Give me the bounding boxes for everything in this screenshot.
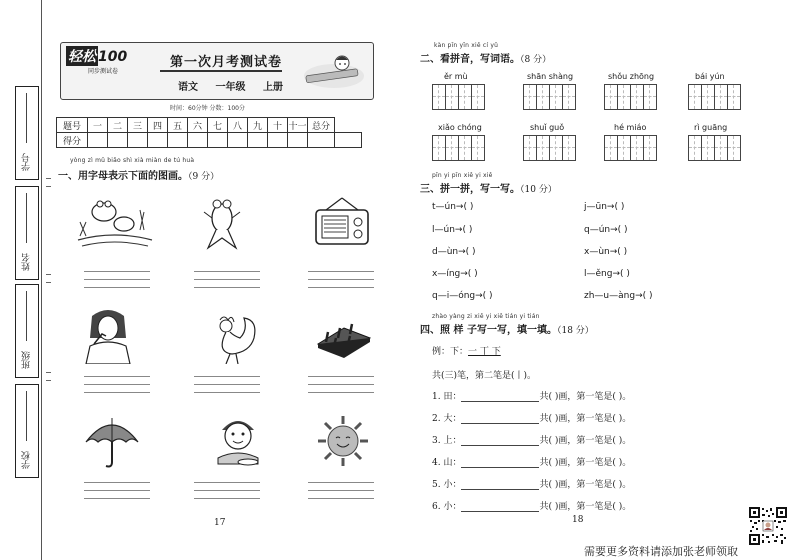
spell-item[interactable]: q—ún→( ) <box>584 225 628 235</box>
q2-title: 二、看拼音，写词语。（8 分） <box>420 54 552 65</box>
spell-item[interactable]: d—ùn→( ) <box>432 247 476 257</box>
char-grid[interactable] <box>604 84 656 110</box>
score-header: 十 <box>268 118 288 133</box>
writing-line[interactable] <box>194 279 260 280</box>
score-header: 十一 <box>288 118 308 133</box>
radio-picture <box>312 196 372 248</box>
score-cell[interactable] <box>208 133 228 148</box>
pinyin-word: hé miáo <box>614 123 647 132</box>
answer-blank[interactable] <box>461 480 539 490</box>
title-rule <box>160 70 282 72</box>
char-grid[interactable] <box>432 84 484 110</box>
writing-line[interactable] <box>194 384 260 385</box>
score-cell[interactable] <box>188 133 208 148</box>
score-header: 一 <box>88 118 108 133</box>
stroke-question-row: 6. 小： 共( )画，第一笔是( )。 <box>432 502 632 512</box>
binding-strip <box>0 0 46 560</box>
name-box <box>15 186 39 280</box>
score-header: 三 <box>128 118 148 133</box>
score-cell[interactable] <box>308 133 335 148</box>
q4-title: 四、照 样 子写一写，填一填。（18 分） <box>420 325 594 336</box>
brand-logo: 轻松 100 同步测试卷 <box>66 46 127 75</box>
writing-line[interactable] <box>308 384 374 385</box>
q3-title: 三、拼一拼，写一写。（10 分） <box>420 184 557 195</box>
char-grid[interactable] <box>688 84 740 110</box>
score-header: 五 <box>168 118 188 133</box>
score-cell[interactable] <box>168 133 188 148</box>
boy-on-pencil-illustration <box>300 50 368 92</box>
stroke-question-row: 1. 田： 共( )画，第一笔是( )。 <box>432 392 632 402</box>
writing-line[interactable] <box>308 482 374 483</box>
score-table <box>56 117 362 148</box>
school-box <box>15 384 39 478</box>
score-cell[interactable] <box>148 133 168 148</box>
answer-blank[interactable] <box>461 502 539 512</box>
score-cell[interactable] <box>268 133 288 148</box>
score-row-label: 得分 <box>57 133 88 148</box>
binding-line <box>41 0 42 560</box>
spell-item[interactable]: j—ūn→( ) <box>584 202 625 212</box>
answer-blank[interactable] <box>461 392 539 402</box>
chessboard-picture <box>316 318 372 358</box>
school-label: 学校 <box>22 451 32 469</box>
writing-line[interactable] <box>84 392 150 393</box>
class-label: 班级 <box>22 351 32 369</box>
spell-item[interactable]: x—ùn→( ) <box>584 247 628 257</box>
stroke-question-row: 2. 大： 共( )画，第一笔是( )。 <box>432 414 632 424</box>
char-grid[interactable] <box>604 135 656 161</box>
score-cell[interactable] <box>228 133 248 148</box>
score-cell[interactable] <box>108 133 128 148</box>
writing-line[interactable] <box>84 498 150 499</box>
spell-item[interactable]: l—ěng→( ) <box>584 269 630 279</box>
score-cell[interactable] <box>88 133 108 148</box>
spell-item[interactable]: zh—u—àng→( ) <box>584 291 653 301</box>
page-number-left: 17 <box>214 518 226 528</box>
example-line: 例：下：一 丅 下 <box>432 347 501 357</box>
pinyin-word: bái yún <box>695 72 725 81</box>
writing-line[interactable] <box>308 498 374 499</box>
pinyin-word: ěr mù <box>444 72 468 81</box>
score-header: 六 <box>188 118 208 133</box>
qr-code-icon <box>748 506 788 546</box>
writing-line[interactable] <box>308 279 374 280</box>
writing-line[interactable] <box>84 490 150 491</box>
score-header: 四 <box>148 118 168 133</box>
writing-line[interactable] <box>194 287 260 288</box>
q1-pinyin: yòng zì mǔ biǎo shì xià miàn de tú huà <box>70 157 195 164</box>
score-cell[interactable] <box>288 133 308 148</box>
spell-item[interactable]: t—ún→( ) <box>432 202 474 212</box>
pinyin-word: shuǐ guǒ <box>530 123 565 132</box>
score-header: 题号 <box>57 118 88 133</box>
score-header: 二 <box>108 118 128 133</box>
pinyin-word: shān shàng <box>527 72 574 81</box>
exam-meta: 时间：60分钟 分数：100分 <box>170 105 245 112</box>
footer-note: 需要更多资料请添加张老师领取 <box>584 545 738 558</box>
stroke-question-row: 4. 山： 共( )画，第一笔是( )。 <box>432 458 632 468</box>
stroke-question-row: 5. 小： 共( )画，第一笔是( )。 <box>432 480 632 490</box>
writing-line[interactable] <box>84 376 150 377</box>
q4-pinyin: zhào yàng zi xiě yi xiě tián yi tián <box>432 313 540 320</box>
writing-line[interactable] <box>84 482 150 483</box>
q1-title: 一、用字母表示下面的图画。（9 分） <box>58 171 220 182</box>
class-box <box>15 284 39 378</box>
answer-blank[interactable] <box>461 436 539 446</box>
binding-tick <box>46 282 51 283</box>
writing-line[interactable] <box>194 498 260 499</box>
writing-line[interactable] <box>84 271 150 272</box>
writing-line[interactable] <box>308 271 374 272</box>
binding-tick <box>46 380 51 381</box>
binding-tick <box>46 274 51 275</box>
rooster-picture <box>206 312 262 364</box>
page-number-right: 18 <box>572 515 584 525</box>
pinyin-word: xiǎo chóng <box>438 123 482 132</box>
spell-item[interactable]: x—íng→( ) <box>432 269 478 279</box>
goldfish-picture <box>200 192 244 252</box>
writing-line[interactable] <box>84 384 150 385</box>
writing-line[interactable] <box>84 279 150 280</box>
frogs-pond-picture <box>74 190 156 252</box>
writing-line[interactable] <box>84 287 150 288</box>
boy-eating-picture <box>208 412 268 470</box>
char-grid[interactable] <box>523 84 575 110</box>
score-header: 九 <box>248 118 268 133</box>
score-header: 七 <box>208 118 228 133</box>
q2-pinyin: kàn pīn yīn xiě cí yǔ <box>434 42 499 49</box>
score-cell[interactable] <box>335 133 362 148</box>
char-grid[interactable] <box>523 135 575 161</box>
student-id-box <box>15 86 39 180</box>
page-title: 第一次月考测试卷 <box>170 55 283 70</box>
score-cell[interactable] <box>248 133 268 148</box>
writing-line[interactable] <box>308 376 374 377</box>
stroke-question-row: 3. 上： 共( )画，第一笔是( )。 <box>432 436 632 446</box>
spell-item[interactable]: l—ún→( ) <box>432 225 473 235</box>
answer-blank[interactable] <box>461 414 539 424</box>
q3-pinyin: pīn yi pīn xiě yi xiě <box>432 172 493 179</box>
girl-brushing-teeth-picture <box>80 308 136 364</box>
sun-picture <box>316 414 370 468</box>
binding-tick <box>46 178 51 179</box>
answer-blank[interactable] <box>461 458 539 468</box>
writing-line[interactable] <box>308 392 374 393</box>
writing-line[interactable] <box>308 287 374 288</box>
binding-tick <box>46 186 51 187</box>
pinyin-word: rì guāng <box>694 123 728 132</box>
writing-line[interactable] <box>308 490 374 491</box>
spell-item[interactable]: q—i—óng→( ) <box>432 291 493 301</box>
example-answer: 共(三)笔，第二笔是(丨)。 <box>432 371 537 381</box>
writing-line[interactable] <box>194 482 260 483</box>
binding-tick <box>46 372 51 373</box>
writing-line[interactable] <box>194 490 260 491</box>
writing-line[interactable] <box>194 376 260 377</box>
subject-line: 语文 一年级 上册 <box>178 82 283 93</box>
score-cell[interactable] <box>128 133 148 148</box>
score-header: 总分 <box>308 118 335 133</box>
char-grid[interactable] <box>688 135 740 161</box>
writing-line[interactable] <box>194 392 260 393</box>
name-label: 姓名 <box>22 253 32 271</box>
umbrella-picture <box>82 412 142 470</box>
char-grid[interactable] <box>432 135 484 161</box>
writing-line[interactable] <box>194 271 260 272</box>
pinyin-word: shǒu zhōng <box>608 72 655 81</box>
student-id-label: 学号 <box>22 153 32 171</box>
score-header: 八 <box>228 118 248 133</box>
